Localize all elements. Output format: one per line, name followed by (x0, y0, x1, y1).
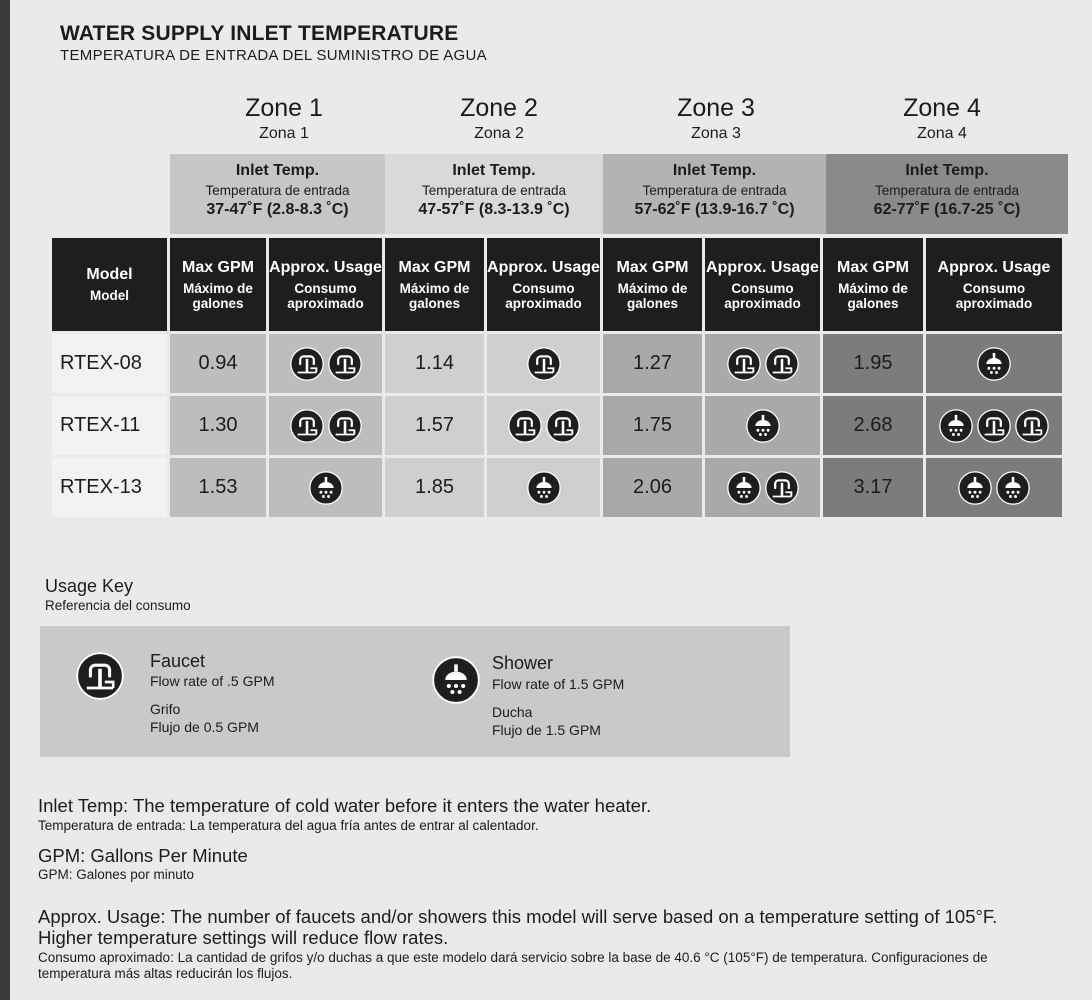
shower-label-es: Ducha (492, 704, 533, 720)
usage-cell (705, 458, 820, 517)
header-usage: Approx. Usage Consumo aproximado (926, 238, 1062, 331)
zone-2-name: Zone 2 (460, 94, 538, 122)
inlet-label: Inlet Temp. (905, 162, 989, 179)
usage-cell (269, 396, 382, 455)
max-gpm-cell: 1.57 (385, 396, 484, 455)
zone-2-heading (389, 94, 609, 143)
zone-3-inlet-temp (603, 154, 826, 234)
faucet-desc-es: Flujo de 0.5 GPM (150, 719, 259, 735)
zone-4-inlet-temp (826, 154, 1068, 234)
max-gpm-cell: 1.95 (823, 334, 923, 393)
zone-3-heading (606, 94, 826, 143)
max-gpm-cell: 0.94 (170, 334, 266, 393)
zone-4-name-es: Zona 4 (917, 125, 967, 142)
shower-desc-es: Flujo de 1.5 GPM (492, 722, 601, 738)
zone-2-inlet-temp (385, 154, 603, 234)
inlet-label: Inlet Temp. (235, 162, 320, 179)
faucet-icon (727, 347, 761, 381)
header-usage: Approx. Usage Consumo aproximado (487, 238, 600, 331)
usage-cell (487, 334, 600, 393)
model-cell: RTEX-08 (52, 334, 167, 393)
page-subtitle: TEMPERATURA DE ENTRADA DEL SUMINISTRO DE AGUA (60, 47, 487, 64)
gpm-table (49, 235, 1065, 520)
inlet-label: Inlet Temp. (452, 162, 536, 179)
note-gpm-es: GPM: Galones por minuto (38, 867, 195, 882)
inlet-label: Inlet Temp. (672, 162, 757, 179)
faucet-icon (328, 347, 362, 381)
max-gpm-cell: 2.68 (823, 396, 923, 455)
max-gpm-cell: 1.85 (385, 458, 484, 517)
table-body (52, 334, 1062, 517)
note-gpm: GPM: Gallons Per Minute (38, 845, 248, 866)
faucet-desc: Flow rate of .5 GPM (150, 673, 275, 689)
faucet-icon (328, 409, 362, 443)
usage-cell (926, 396, 1062, 455)
zone-1-inlet-temp (170, 154, 385, 234)
usage-key-subtitle: Referencia del consumo (45, 598, 191, 613)
shower-icon (958, 471, 992, 505)
header-max-gpm: Max GPM Máximo de galones (170, 238, 266, 331)
note-usage: Approx. Usage: The number of faucets and/or showers this model will serve based on a temperature setting of 105°F. Higher temperature settings will reduce flow rates. (38, 906, 998, 948)
usage-cell (926, 458, 1062, 517)
usage-cell (705, 396, 820, 455)
faucet-icon (76, 652, 124, 700)
faucet-icon (977, 409, 1011, 443)
faucet-icon (765, 347, 799, 381)
zone-4-name: Zone 4 (903, 94, 981, 122)
faucet-label-es: Grifo (150, 701, 181, 717)
note-inlet-temp-es: Temperatura de entrada: La temperatura del agua fría antes de entrar al calentador. (38, 818, 539, 833)
table-row (52, 458, 1062, 517)
faucet-icon (290, 347, 324, 381)
faucet-icon (546, 409, 580, 443)
shower-icon (977, 347, 1011, 381)
faucet-icon (508, 409, 542, 443)
max-gpm-cell: 1.30 (170, 396, 266, 455)
faucet-icon (765, 471, 799, 505)
shower-icon (309, 471, 343, 505)
header-max-gpm: Max GPM Máximo de galones (823, 238, 923, 331)
inlet-label-es: Temperatura de entrada (205, 183, 350, 198)
usage-cell (926, 334, 1062, 393)
max-gpm-cell: 1.27 (603, 334, 702, 393)
shower-icon (727, 471, 761, 505)
note-usage-es: Consumo aproximado: La cantidad de grifos y/o duchas a que este modelo dará servicio sobre la base de 40.6 °C (105°F) de temperatura. Configuraciones de temperatura más altas reducirán los flujos. (38, 950, 988, 981)
zone-1-name: Zone 1 (245, 94, 323, 122)
inlet-label-es: Temperatura de entrada (874, 183, 1020, 198)
faucet-icon (290, 409, 324, 443)
shower-icon (432, 656, 480, 704)
usage-cell (487, 396, 600, 455)
page-edge (0, 0, 10, 1000)
zone-3-name: Zone 3 (677, 94, 755, 122)
usage-cell (705, 334, 820, 393)
header-max-gpm: Max GPM Máximo de galones (603, 238, 702, 331)
shower-desc: Flow rate of 1.5 GPM (492, 676, 625, 692)
usage-cell (269, 334, 382, 393)
header-usage: Approx. Usage Consumo aproximado (269, 238, 382, 331)
faucet-icon (527, 347, 561, 381)
zone-1-name-es: Zona 1 (259, 125, 309, 142)
usage-key-box (40, 626, 790, 757)
shower-icon (996, 471, 1030, 505)
max-gpm-cell: 1.14 (385, 334, 484, 393)
table-header-row (52, 238, 1062, 331)
page-title: WATER SUPPLY INLET TEMPERATURE (60, 22, 459, 45)
zone-2-name-es: Zona 2 (474, 125, 524, 142)
table-row (52, 396, 1062, 455)
model-cell: RTEX-11 (52, 396, 167, 455)
shower-icon (939, 409, 973, 443)
header-max-gpm: Max GPM Máximo de galones (385, 238, 484, 331)
max-gpm-cell: 1.53 (170, 458, 266, 517)
zone-3-name-es: Zona 3 (691, 125, 741, 142)
note-inlet-temp: Inlet Temp: The temperature of cold water before it enters the water heater. (38, 795, 652, 816)
inlet-range: 57-62˚F (13.9-16.7 ˚C) (634, 201, 795, 218)
header-model: Model Model (52, 238, 167, 331)
max-gpm-cell: 2.06 (603, 458, 702, 517)
inlet-range: 47-57˚F (8.3-13.9 ˚C) (418, 201, 570, 218)
zone-1-heading (174, 94, 394, 143)
shower-icon (746, 409, 780, 443)
inlet-label-es: Temperatura de entrada (421, 183, 567, 198)
inlet-range: 62-77˚F (16.7-25 ˚C) (873, 201, 1021, 218)
usage-key-title: Usage Key (45, 576, 134, 596)
shower-icon (527, 471, 561, 505)
zone-4-heading (832, 94, 1052, 143)
usage-cell (269, 458, 382, 517)
shower-label: Shower (492, 653, 554, 673)
model-cell: RTEX-13 (52, 458, 167, 517)
inlet-range: 37-47˚F (2.8-8.3 ˚C) (206, 201, 349, 218)
table-row (52, 334, 1062, 393)
inlet-label-es: Temperatura de entrada (642, 183, 787, 198)
usage-cell (487, 458, 600, 517)
max-gpm-cell: 3.17 (823, 458, 923, 517)
max-gpm-cell: 1.75 (603, 396, 702, 455)
faucet-icon (1015, 409, 1049, 443)
faucet-label: Faucet (150, 651, 206, 671)
header-usage: Approx. Usage Consumo aproximado (705, 238, 820, 331)
